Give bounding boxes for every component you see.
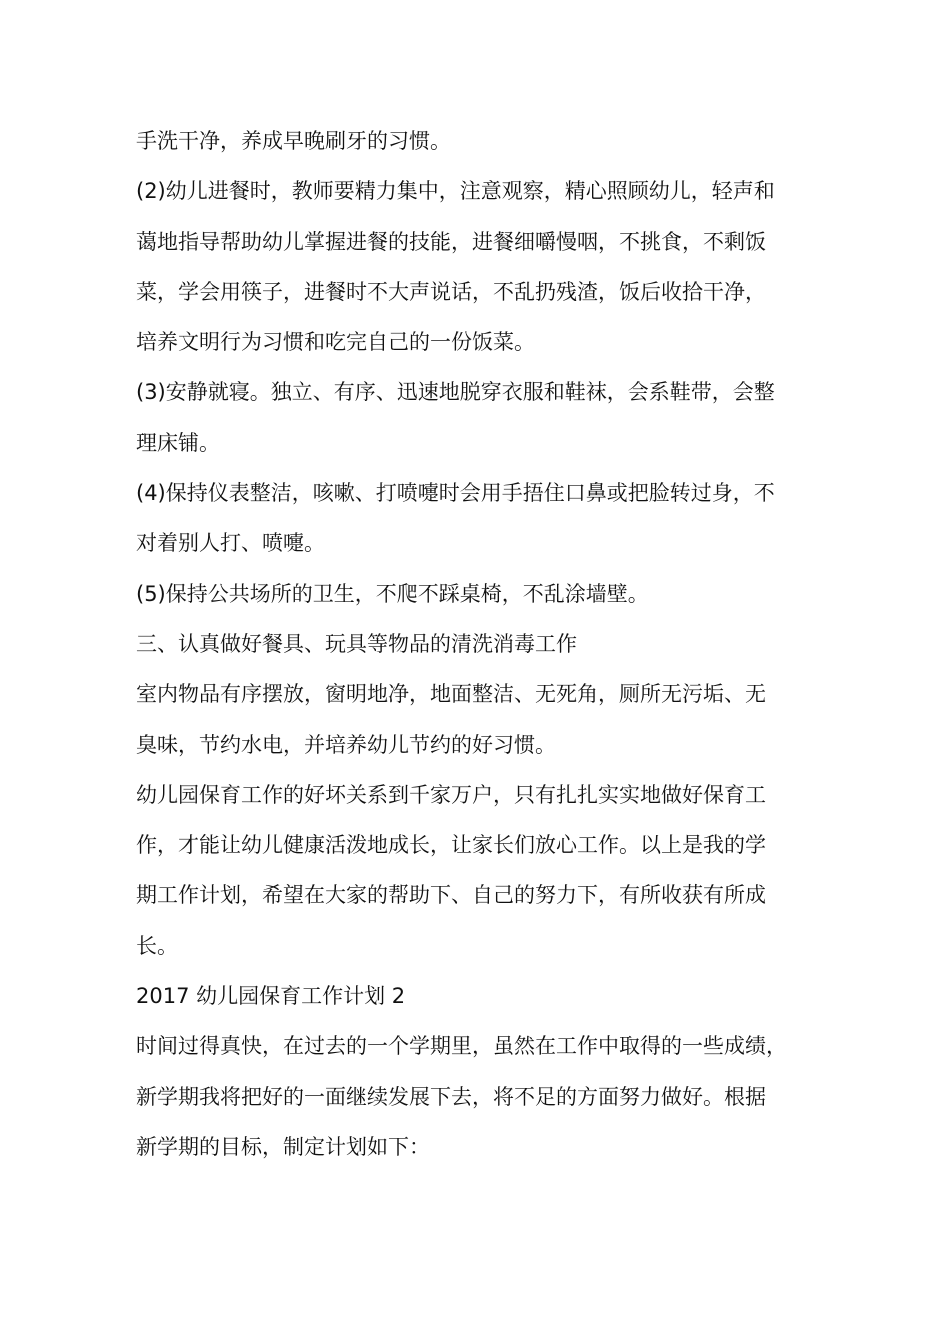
text-line: 理床铺。 [136, 430, 220, 455]
section-heading: 三、认真做好餐具、玩具等物品的清洗消毒工作 [136, 631, 577, 656]
text-line: 作，才能让幼儿健康活泼地成长，让家长们放心工作。以上是我的学 [136, 833, 766, 858]
text-line: 对着别人打、喷嚏。 [136, 531, 325, 556]
text-line: 臭味，节约水电，并培养幼儿节约的好习惯。 [136, 732, 556, 757]
text-line: 培养文明行为习惯和吃完自己的一份饭菜。 [136, 330, 535, 355]
text-line: (5)保持公共场所的卫生，不爬不踩桌椅，不乱涂墙壁。 [136, 581, 649, 606]
text-line: 时间过得真快，在过去的一个学期里，虽然在工作中取得的一些成绩， [136, 1034, 787, 1059]
document-title: 2017 幼儿园保育工作计划 2 [136, 984, 406, 1009]
document-body [136, 116, 816, 1172]
text-line: 期工作计划，希望在大家的帮助下、自己的努力下，有所收获有所成 [136, 883, 766, 908]
text-line: 蔼地指导帮助幼儿掌握进餐的技能，进餐细嚼慢咽，不挑食，不剩饭 [136, 229, 766, 254]
text-line: 室内物品有序摆放，窗明地净，地面整洁、无死角，厕所无污垢、无 [136, 682, 766, 707]
text-line: 手洗干净，养成早晚刷牙的习惯。 [136, 129, 451, 153]
text-line: (4)保持仪表整洁，咳嗽、打喷嚏时会用手捂住口鼻或把脸转过身，不 [136, 481, 775, 506]
text-line: 长。 [136, 933, 178, 958]
text-line: 新学期我将把好的一面继续发展下去，将不足的方面努力做好。根据 [136, 1084, 766, 1109]
text-line: (3)安静就寝。独立、有序、迅速地脱穿衣服和鞋袜，会系鞋带，会整 [136, 380, 775, 405]
text-line: 幼儿园保育工作的好坏关系到千家万户，只有扎扎实实地做好保育工 [136, 782, 766, 807]
text-line: (2)幼儿进餐时，教师要精力集中，注意观察，精心照顾幼儿，轻声和 [136, 179, 775, 204]
text-line: 菜，学会用筷子，进餐时不大声说话，不乱扔残渣，饭后收拾干净， [136, 279, 766, 304]
text-line: 新学期的目标，制定计划如下： [136, 1134, 430, 1159]
